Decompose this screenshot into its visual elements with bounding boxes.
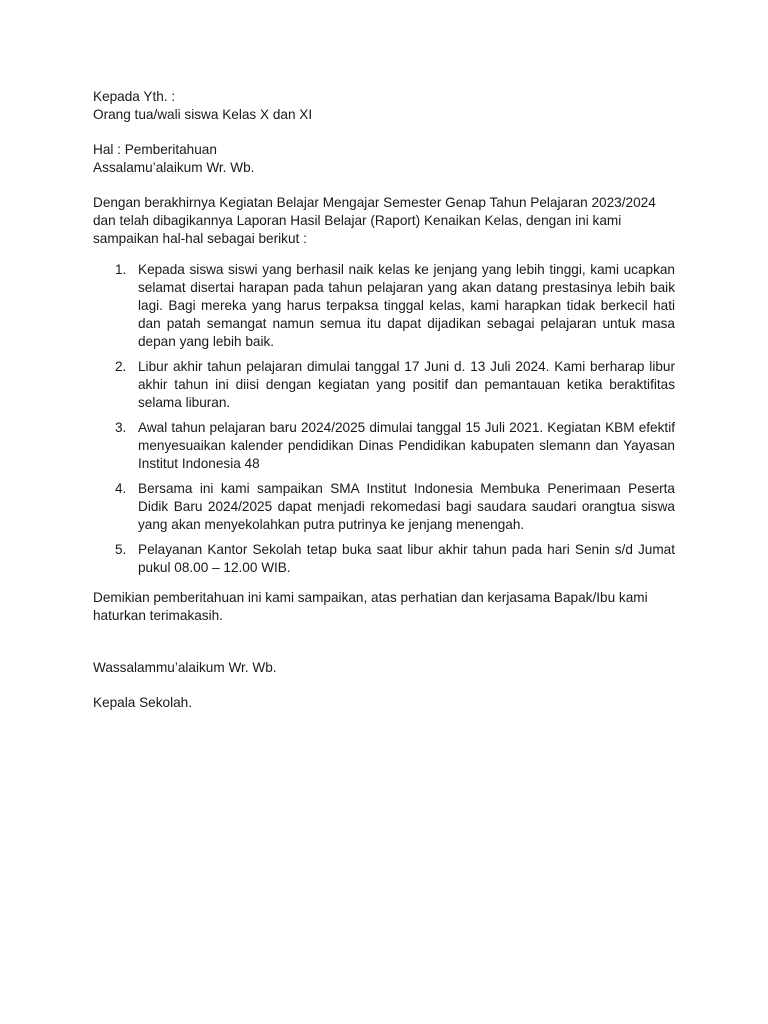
list-item [93,358,675,412]
intro-paragraph: Dengan berakhirnya Kegiatan Belajar Mengajar Semester Genap Tahun Pelajaran 2023/2024 dan telah dibagikannya Laporan Hasil Belajar (Raport) Kenaikan Kelas, dengan ini kami sampaikan hal-hal sebagai berikut : [93,195,656,246]
list-item-text: Pelayanan Kantor Sekolah tetap buka saat libur akhir tahun pada hari Senin s/d Jumat pukul 08.00 – 12.00 WIB. [138,542,675,575]
list-item-number: 3. [115,420,127,435]
list-item-number: 1. [115,262,127,277]
closing-paragraph: Demikian pemberitahuan ini kami sampaikan, atas perhatian dan kerjasama Bapak/Ibu kami haturkan terimakasih. [93,590,648,623]
list-item-text: Awal tahun pelajaran baru 2024/2025 dimulai tanggal 15 Juli 2021. Kegiatan KBM efektif menyesuaikan kalender pendidikan Dinas Pendidikan kabupaten slemann dan Yayasan Institut Indonesia 48 [138,420,675,471]
letter-page [93,88,675,712]
list-item-number: 2. [115,359,127,374]
letter-greeting: Assalamu’alaikum Wr. Wb. [93,160,255,175]
list-item [93,480,675,534]
list-item-number: 4. [115,481,127,496]
letter-subject: Hal : Pemberitahuan [93,142,217,157]
list-item-number: 5. [115,542,127,557]
recipient-line-1: Kepada Yth. : [93,89,176,104]
announcement-list [93,261,675,577]
list-item-text: Kepada siswa siswi yang berhasil naik kelas ke jenjang yang lebih tinggi, kami ucapkan selamat disertai harapan pada tahun pelajaran yang akan datang prestasinya lebih baik lagi. Bagi mereka yang harus terpaksa tinggal kelas, kami harapkan tidak berkecil hati dan patah semangat namun semua itu dapat dijadikan sebagai pelajaran untuk masa depan yang lebih baik. [138,262,675,349]
farewell: Wassalammu’alaikum Wr. Wb. [93,660,277,675]
list-item-text: Libur akhir tahun pelajaran dimulai tanggal 17 Juni d. 13 Juli 2024. Kami berharap libur akhir tahun ini diisi dengan kegiatan yang positif dan pemantauan ketika beraktifitas selama liburan. [138,359,675,410]
list-item-text: Bersama ini kami sampaikan SMA Institut Indonesia Membuka Penerimaan Peserta Didik Baru 2024/2025 dapat menjadi rekomedasi bagi saudara saudari orangtua siswa yang akan menyekolahkan putra putrinya ke jenjang menengah. [138,481,675,532]
list-item [93,541,675,577]
recipient-line-2: Orang tua/wali siswa Kelas X dan XI [93,107,313,122]
list-item [93,261,675,351]
list-item [93,419,675,473]
signatory: Kepala Sekolah. [93,695,193,710]
